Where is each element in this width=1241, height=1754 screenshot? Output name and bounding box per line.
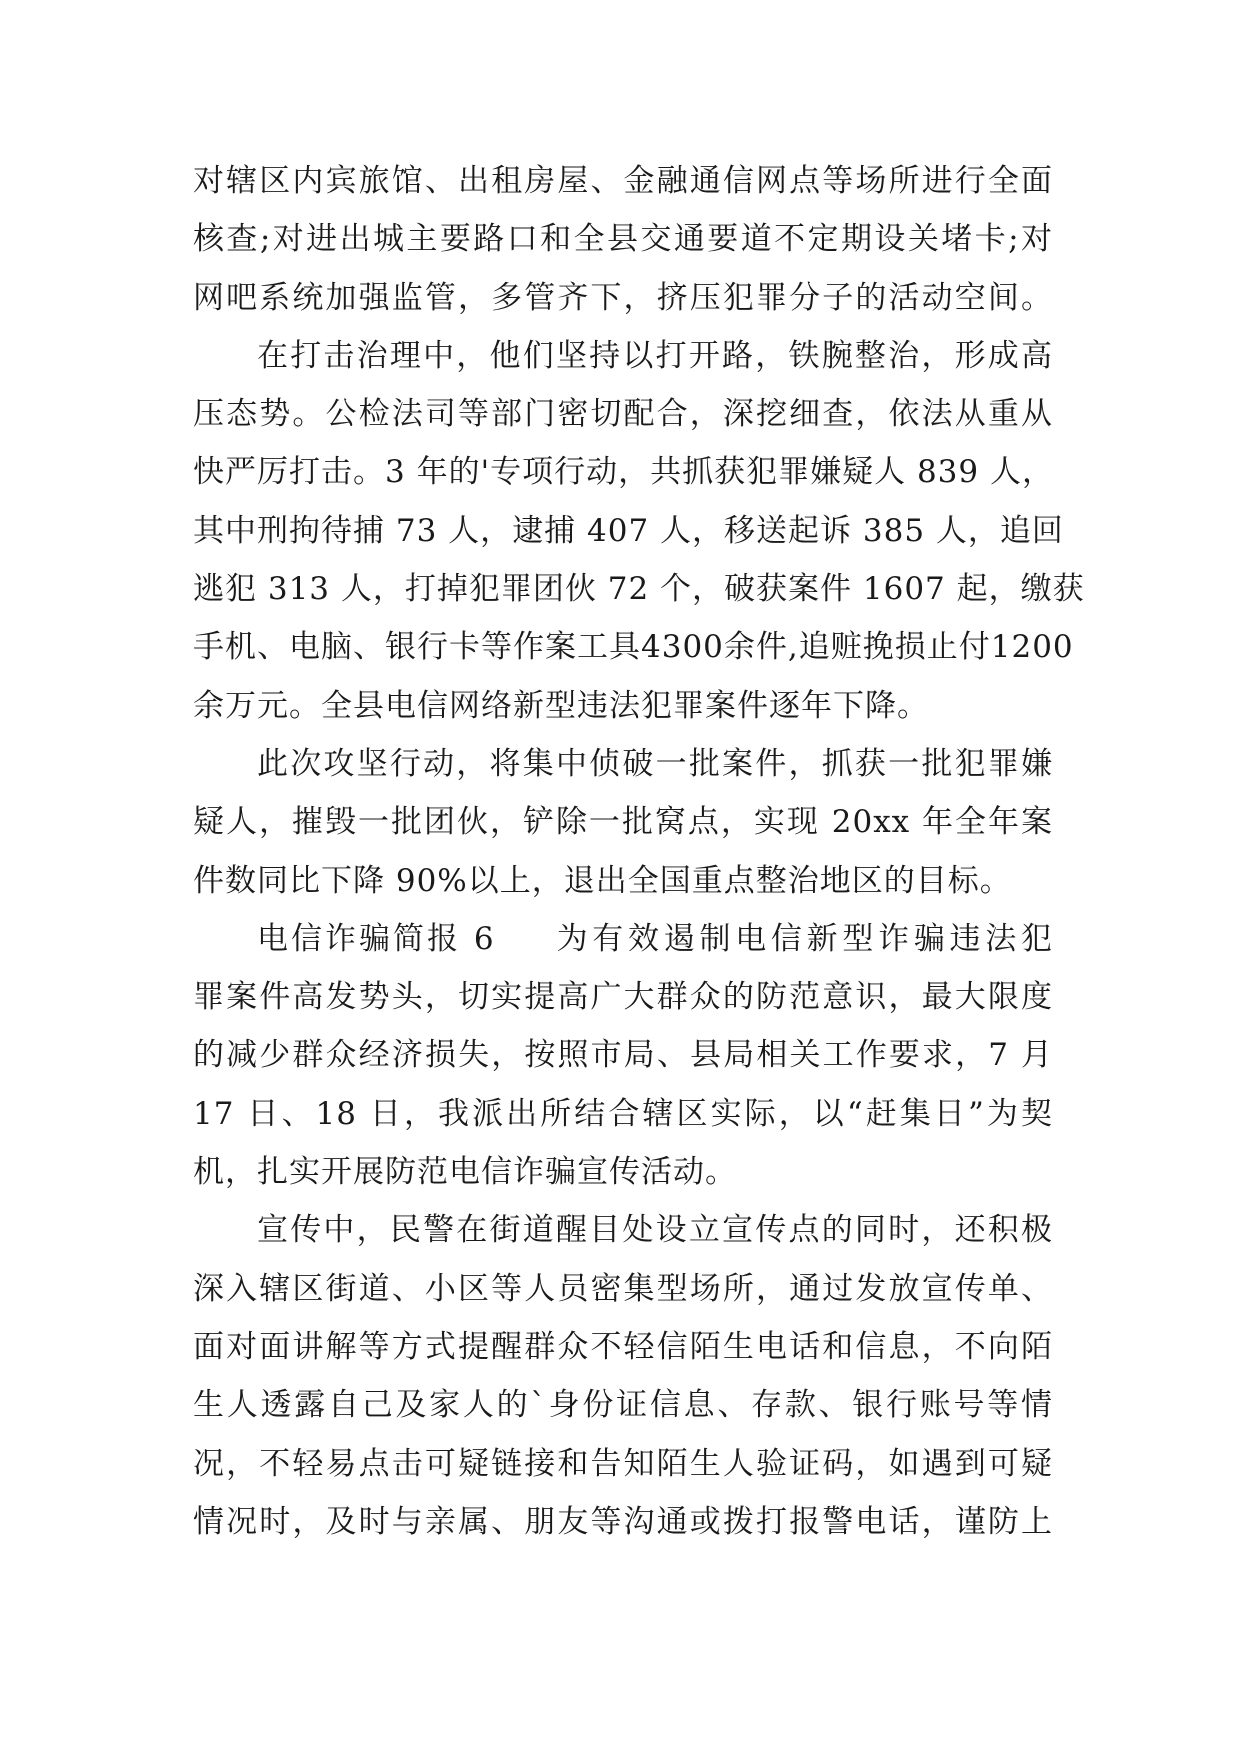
paragraph-2-line-7: 余万元。全县电信网络新型违法犯罪案件逐年下降。 [193,687,929,724]
paragraph-2-line-5: 逃犯 313 人，打掉犯罪团伙 72 个，破获案件 1607 起，缴获 [193,571,1085,608]
document-body [193,152,1085,1551]
paragraph-3-line-2: 疑人，摧毁一批团伙，铲除一批窝点，实现 20xx 年全年案 [193,804,1053,841]
paragraph-2-line-6: 手机、电脑、银行卡等作案工具4300余件,追赃挽损止付1200 [193,629,1074,666]
paragraph-5-line-2: 深入辖区街道、小区等人员密集型场所，通过发放宣传单、 [193,1270,1053,1307]
paragraph-4-line-1: 为有效遏制电信新型诈骗违法犯 [556,920,1053,957]
paragraph-2-line-4: 其中刑拘待捕 73 人，逮捕 407 人，移送起诉 385 人，追回 [193,512,1064,549]
paragraph-1-line-2: 核查;对进出城主要路口和全县交通要道不定期设关堵卡;对 [193,221,1053,258]
paragraph-5-line-5: 况，不轻易点击可疑链接和告知陌生人验证码，如遇到可疑 [193,1445,1053,1482]
paragraph-2-line-2: 压态势。公检法司等部门密切配合，深挖细查，依法从重从 [193,396,1053,433]
paragraph-1-line-1: 对辖区内宾旅馆、出租房屋、金融通信网点等场所进行全面 [193,163,1053,199]
paragraph-5-line-4: 生人透露自己及家人的`身份证信息、存款、银行账号等情 [193,1387,1053,1424]
paragraph-5-line-6: 情况时，及时与亲属、朋友等沟通或拨打报警电话，谨防上 [193,1503,1053,1540]
paragraph-5-line-1: 宣传中，民警在街道醒目处设立宣传点的同时，还积极 [257,1212,1053,1249]
paragraph-2-line-3: 快严厉打击。3 年的'专项行动，共抓获犯罪嫌疑人 839 人， [193,454,1054,491]
paragraph-4-line-3: 的减少群众经济损失，按照市局、县局相关工作要求，7 月 [193,1037,1053,1074]
paragraph-1-line-3: 网吧系统加强监管，多管齐下，挤压犯罪分子的活动空间。 [193,279,1053,316]
paragraph-4-line-5: 机，扎实开展防范电信诈骗宣传活动。 [193,1154,737,1191]
paragraph-5-line-3: 面对面讲解等方式提醒群众不轻信陌生电话和信息，不向陌 [193,1328,1053,1365]
section-heading-row [193,910,1053,968]
paragraph-4-line-2: 罪案件高发势头，切实提高广大群众的防范意识，最大限度 [193,979,1053,1016]
paragraph-3-line-3: 件数同比下降 90%以上，退出全国重点整治地区的目标。 [193,862,1012,899]
paragraph-3-line-1: 此次攻坚行动，将集中侦破一批案件，抓获一批犯罪嫌 [257,745,1053,782]
paragraph-4-line-4: 17 日、18 日，我派出所结合辖区实际，以“赶集日”为契 [193,1095,1053,1132]
paragraph-2-line-1: 在打击治理中，他们坚持以打开路，铁腕整治，形成高 [257,337,1053,374]
section-heading: 电信诈骗简报 6 [257,920,497,957]
